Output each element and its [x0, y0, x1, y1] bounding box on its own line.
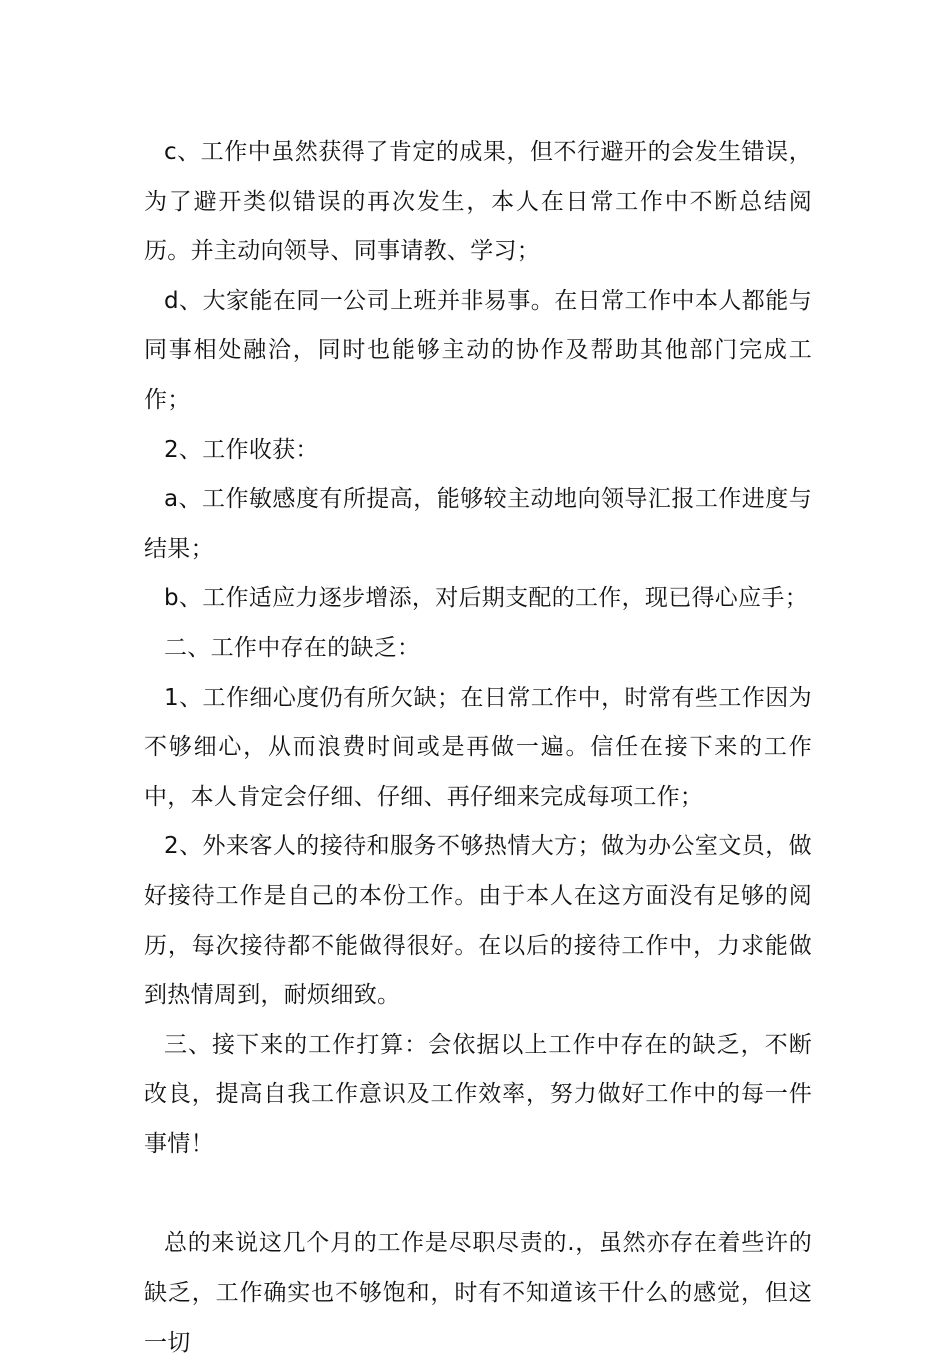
- paragraph-d-colleagues: d、大家能在同一公司上班并非易事。在日常工作中本人都能与同事相处融洽，同时也能够主动的协作及帮助其他部门完成工作；: [144, 287, 812, 413]
- document-body: [144, 128, 812, 1368]
- paragraph-next-plan: 三、接下来的工作打算：会依据以上工作中存在的缺乏，不断改良，提高自我工作意识及工作效率，努力做好工作中的每一件事情！: [144, 1031, 812, 1157]
- paragraph-spacer: [144, 1169, 812, 1219]
- paragraph-a-sensitivity: a、工作敏感度有所提高，能够较主动地向领导汇报工作进度与结果；: [144, 486, 812, 562]
- paragraph-1-carefulness: 1、工作细心度仍有所欠缺；在日常工作中，时常有些工作因为不够细心，从而浪费时间或是再做一遍。信任在接下来的工作中，本人肯定会仔细、仔细、再仔细来完成每项工作；: [144, 684, 812, 810]
- paragraph-2-reception: 2、外来客人的接待和服务不够热情大方；做为办公室文员，做好接待工作是自己的本份工作。由于本人在这方面没有足够的阅历，每次接待都不能做得很好。在以后的接待工作中，力求能做到热情周到，耐烦细致。: [144, 833, 812, 1009]
- paragraph-summary: 总的来说这几个月的工作是尽职尽责的.，虽然亦存在着些许的缺乏，工作确实也不够饱和，时有不知道该干什么的感觉，但这一切: [144, 1230, 812, 1356]
- heading-shortcomings: 二、工作中存在的缺乏：: [164, 634, 421, 661]
- heading-work-gains: 2、工作收获：: [164, 436, 319, 463]
- paragraph-c-mistakes: c、工作中虽然获得了肯定的成果，但不行避开的会发生错误，为了避开类似错误的再次发生，本人在日常工作中不断总结阅历。并主动向领导、同事请教、学习；: [144, 139, 812, 265]
- paragraph-b-adaptability: b、工作适应力逐步增添，对后期支配的工作，现已得心应手；: [164, 585, 808, 612]
